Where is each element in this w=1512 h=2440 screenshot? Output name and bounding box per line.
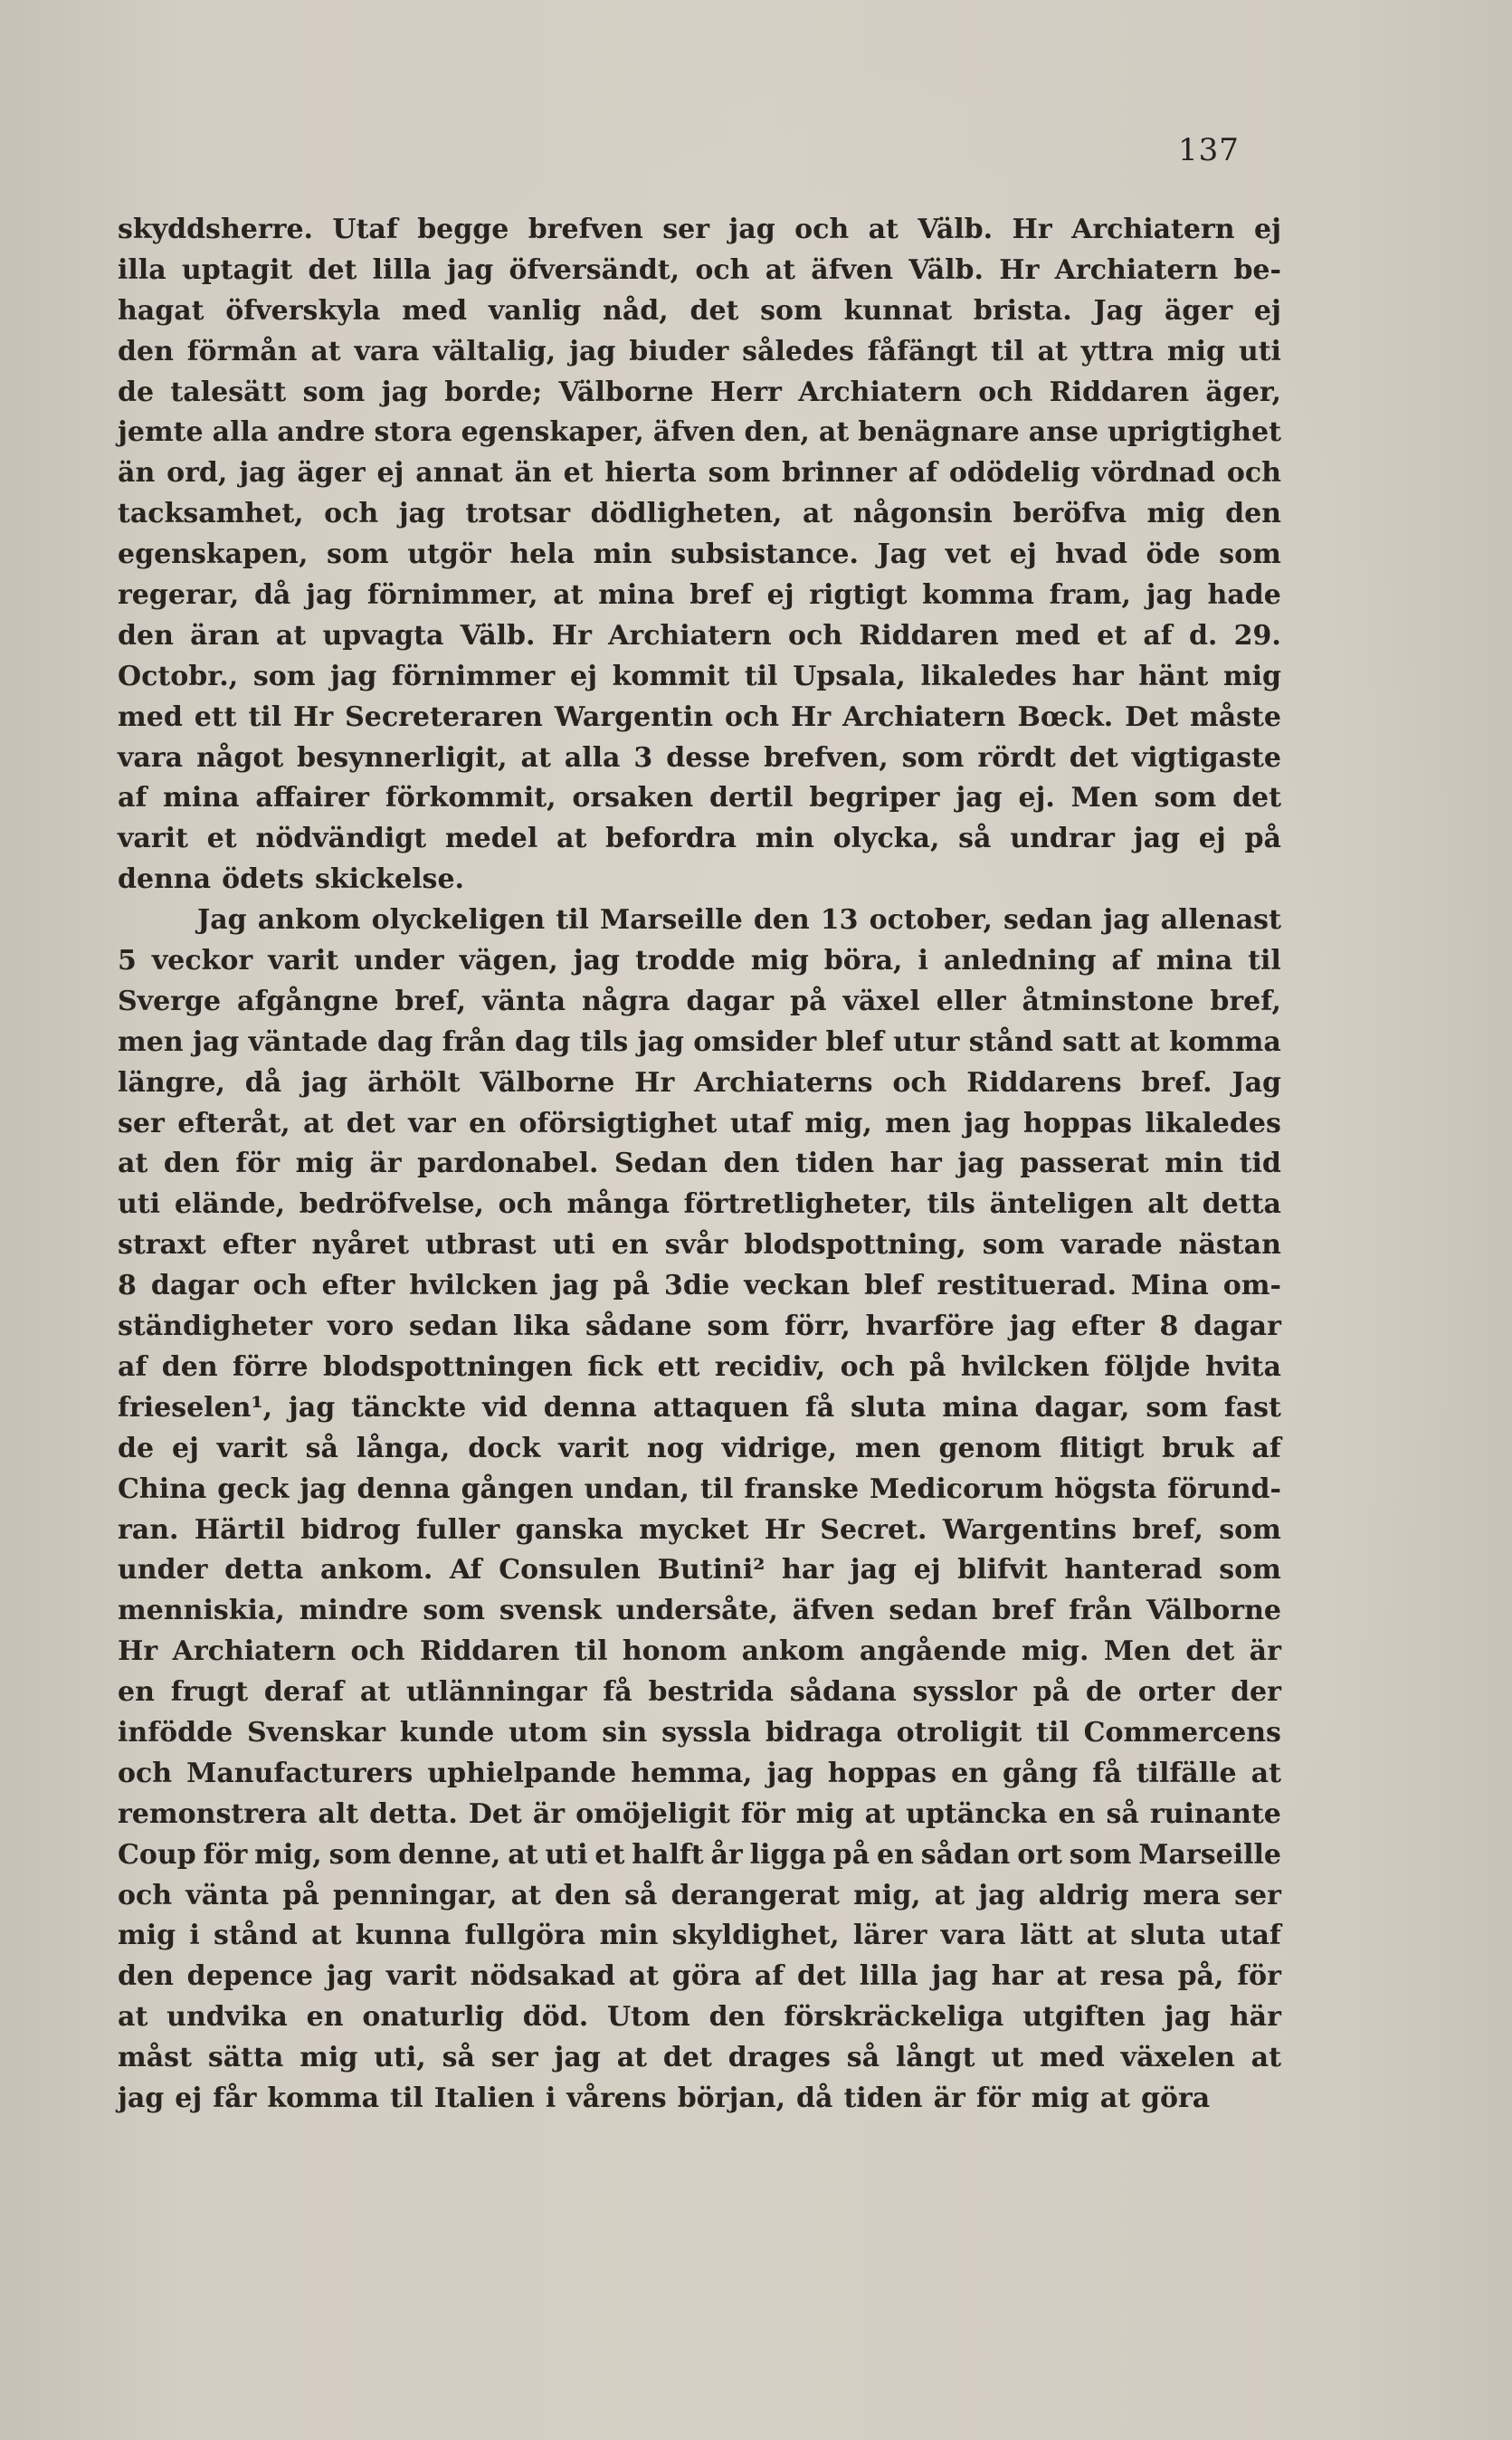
text-line: men jag väntade dag från dag tils jag omsider blef utur stånd satt at komma	[118, 1025, 1281, 1058]
text-line: frieselen¹, jag tänckte vid denna attaquen få sluta mina dagar, som fast	[118, 1391, 1281, 1424]
text-line: regerar, då jag förnimmer, at mina bref ej rigtigt komma fram, jag hade	[118, 579, 1281, 612]
text-line: den depence jag varit nödsakad at göra af det lilla jag har at resa på, för	[118, 1960, 1281, 1993]
text-line: med ett til Hr Secreteraren Wargentin och Hr Archiatern Bœck. Det måste	[118, 701, 1281, 733]
text-line: skyddsherre. Utaf begge brefven ser jag och at Välb. Hr Archiatern ej	[118, 214, 1281, 245]
text-line: de ej varit så långa, dock varit nog vidrige, men genom flitigt bruk af	[118, 1432, 1281, 1464]
body-text	[118, 210, 1281, 2120]
text-line: än ord, jag äger ej annat än et hierta som brinner af odödelig vördnad och	[118, 457, 1281, 490]
text-line: at undvika en onaturlig död. Utom den förskräckeliga utgiften jag här	[118, 2001, 1281, 2034]
text-line: Octobr., som jag förnimmer ej kommit til Upsala, likaledes har hänt mig	[118, 660, 1281, 692]
text-line: straxt efter nyåret utbrast uti en svår blodspottning, som varade nästan	[118, 1229, 1281, 1262]
text-line: och Manufacturers uphielpande hemma, jag hoppas en gång få tilfälle at	[118, 1757, 1281, 1789]
text-line: at den för mig är pardonabel. Sedan den tiden har jag passerat min tid	[118, 1148, 1281, 1180]
text-line: Hr Archiatern och Riddaren til honom ankom angående mig. Men det är	[118, 1635, 1281, 1668]
text-line: Coup för mig, som denne, at uti et halft år ligga på en sådan ort som Marseille	[118, 1838, 1281, 1871]
text-line: ran. Härtil bidrog fuller ganska mycket Hr Secret. Wargentins bref, som	[118, 1513, 1281, 1546]
text-line: af mina affairer förkommit, orsaken dertil begriper jag ej. Men som det	[118, 782, 1281, 815]
text-line: infödde Svenskar kunde utom sin syssla bidraga otroligit til Commercens	[118, 1716, 1281, 1749]
text-line: jemte alla andre stora egenskaper, äfven den, at benägnare anse uprigtighet	[118, 416, 1281, 449]
text-line: 5 veckor varit under vägen, jag trodde mig böra, i anledning af mina til	[118, 945, 1281, 977]
text-line: menniskia, mindre som svensk undersåte, äfven sedan bref från Välborne	[118, 1595, 1281, 1627]
text-line: mig i stånd at kunna fullgöra min skyldighet, lärer vara lätt at sluta utaf	[118, 1920, 1281, 1952]
text-line: jag ej får komma til Italien i vårens början, då tiden är för mig at göra	[118, 2082, 1211, 2114]
text-line: Jag ankom olyckeligen til Marseille den 13 october, sedan jag allenast	[197, 904, 1281, 937]
text-line: remonstrera alt detta. Det är omöjeligit för mig at uptäncka en så ruinante	[118, 1797, 1281, 1830]
text-line: uti elände, bedröfvelse, och många förtretligheter, tils änteligen alt detta	[118, 1188, 1281, 1221]
text-line: en frugt deraf at utlänningar få bestrida sådana sysslor på de orter der	[118, 1676, 1281, 1709]
text-line: måst sätta mig uti, så ser jag at det drages så långt ut med växelen at	[118, 2042, 1281, 2074]
text-line: illa uptagit det lilla jag öfversändt, och at äfven Välb. Hr Archiatern be-	[118, 253, 1281, 286]
text-line: de talesätt som jag borde; Välborne Herr Archiatern och Riddaren äger,	[118, 376, 1281, 408]
text-line: vara något besynnerligit, at alla 3 desse brefven, som rördt det vigtigaste	[118, 741, 1281, 774]
text-line: Sverge afgångne bref, vänta några dagar på växel eller åtminstone bref,	[118, 985, 1281, 1017]
text-line: tacksamhet, och jag trotsar dödligheten, at någonsin beröfva mig den	[118, 498, 1281, 530]
text-line: längre, då jag ärhölt Välborne Hr Archiaterns och Riddarens bref. Jag	[118, 1066, 1281, 1099]
text-line: varit et nödvändigt medel at befordra min olycka, så undrar jag ej på	[118, 823, 1281, 855]
text-line: denna ödets skickelse.	[118, 863, 464, 896]
text-line: och vänta på penningar, at den så derangerat mig, at jag aldrig mera ser	[118, 1879, 1281, 1911]
text-line: China geck jag denna gången undan, til franske Medicorum högsta förund-	[118, 1473, 1281, 1505]
text-line: egenskapen, som utgör hela min subsistance. Jag vet ej hvad öde som	[118, 539, 1281, 571]
text-line: 8 dagar och efter hvilcken jag på 3die veckan blef restituerad. Mina om-	[118, 1270, 1281, 1302]
text-line: den äran at upvagta Välb. Hr Archiatern och Riddaren med et af d. 29.	[118, 619, 1281, 652]
page-number: 137	[1178, 132, 1240, 168]
text-line: under detta ankom. Af Consulen Butini² har jag ej blifvit hanterad som	[118, 1554, 1281, 1587]
text-line: ser efteråt, at det var en oförsigtighet utaf mig, men jag hoppas likaledes	[118, 1107, 1281, 1139]
text-line: af den förre blodspottningen fick ett recidiv, och på hvilcken följde hvita	[118, 1350, 1281, 1383]
text-line: den förmån at vara vältalig, jag biuder således fåfängt til at yttra mig uti	[118, 335, 1281, 367]
text-line: hagat öfverskyla med vanlig nåd, det som kunnat brista. Jag äger ej	[118, 294, 1281, 327]
text-line: ständigheter voro sedan lika sådane som förr, hvarföre jag efter 8 dagar	[118, 1311, 1281, 1343]
